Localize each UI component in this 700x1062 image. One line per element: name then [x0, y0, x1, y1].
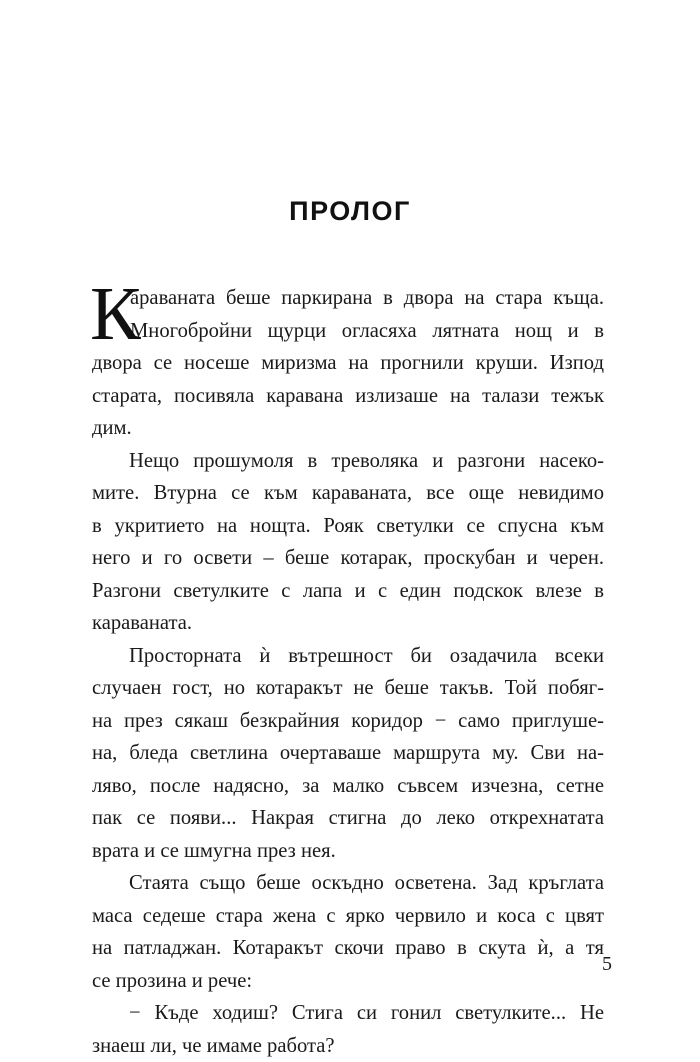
chapter-title: ПРОЛОГ [0, 196, 700, 227]
text-line: Стаята също беше оскъдно осветена. Зад кръглата [92, 867, 604, 900]
text-line: на патладжан. Котаракът скочи право в скута ѝ, а тя [92, 932, 604, 965]
text-line: знаеш ли, че имаме работа? [92, 1030, 604, 1062]
text-line: дим. [92, 412, 604, 445]
text-line: Многобройни щурци огласяха лятната нощ и в [92, 315, 604, 348]
text-line: двора се носеше миризма на прогнили круши. Изпод [92, 347, 604, 380]
text-line: араваната беше паркирана в двора на стара къща. [92, 282, 604, 315]
text-line: караваната. [92, 607, 604, 640]
text-line: маса седеше стара жена с ярко червило и коса с цвят [92, 900, 604, 933]
text-line: на през сякаш безкрайния коридор − само приглуше- [92, 705, 604, 738]
text-line: Просторната ѝ вътрешност би озадачила всеки [92, 640, 604, 673]
text-line: в укритието на нощта. Рояк светулки се спусна към [92, 510, 604, 543]
text-line: случаен гост, но котаракът не беше такъв. Той побяг- [92, 672, 604, 705]
text-line: ляво, после надясно, за малко съвсем изчезна, сетне [92, 770, 604, 803]
text-line: Нещо прошумоля в треволяка и разгони насеко- [92, 445, 604, 478]
text-line: него и го освети – беше котарак, проскубан и черен. [92, 542, 604, 575]
text-line: пак се появи... Накрая стигна до леко открехнатата [92, 802, 604, 835]
text-line: врата и се шмугна през нея. [92, 835, 604, 868]
text-line: мите. Втурна се към караваната, все още невидимо [92, 477, 604, 510]
text-line: старата, посивяла каравана излизаше на талази тежък [92, 380, 604, 413]
text-line: се прозина и рече: [92, 965, 604, 998]
chapter-body [92, 282, 604, 1062]
text-line: Разгони светулките с лапа и с един подскок влезе в [92, 575, 604, 608]
drop-cap: К [90, 283, 141, 345]
page-number: 5 [588, 953, 612, 976]
text-line: на, бледа светлина очертаваше маршрута му. Сви на- [92, 737, 604, 770]
text-line: − Къде ходиш? Стига си гонил светулките... Не [92, 997, 604, 1030]
